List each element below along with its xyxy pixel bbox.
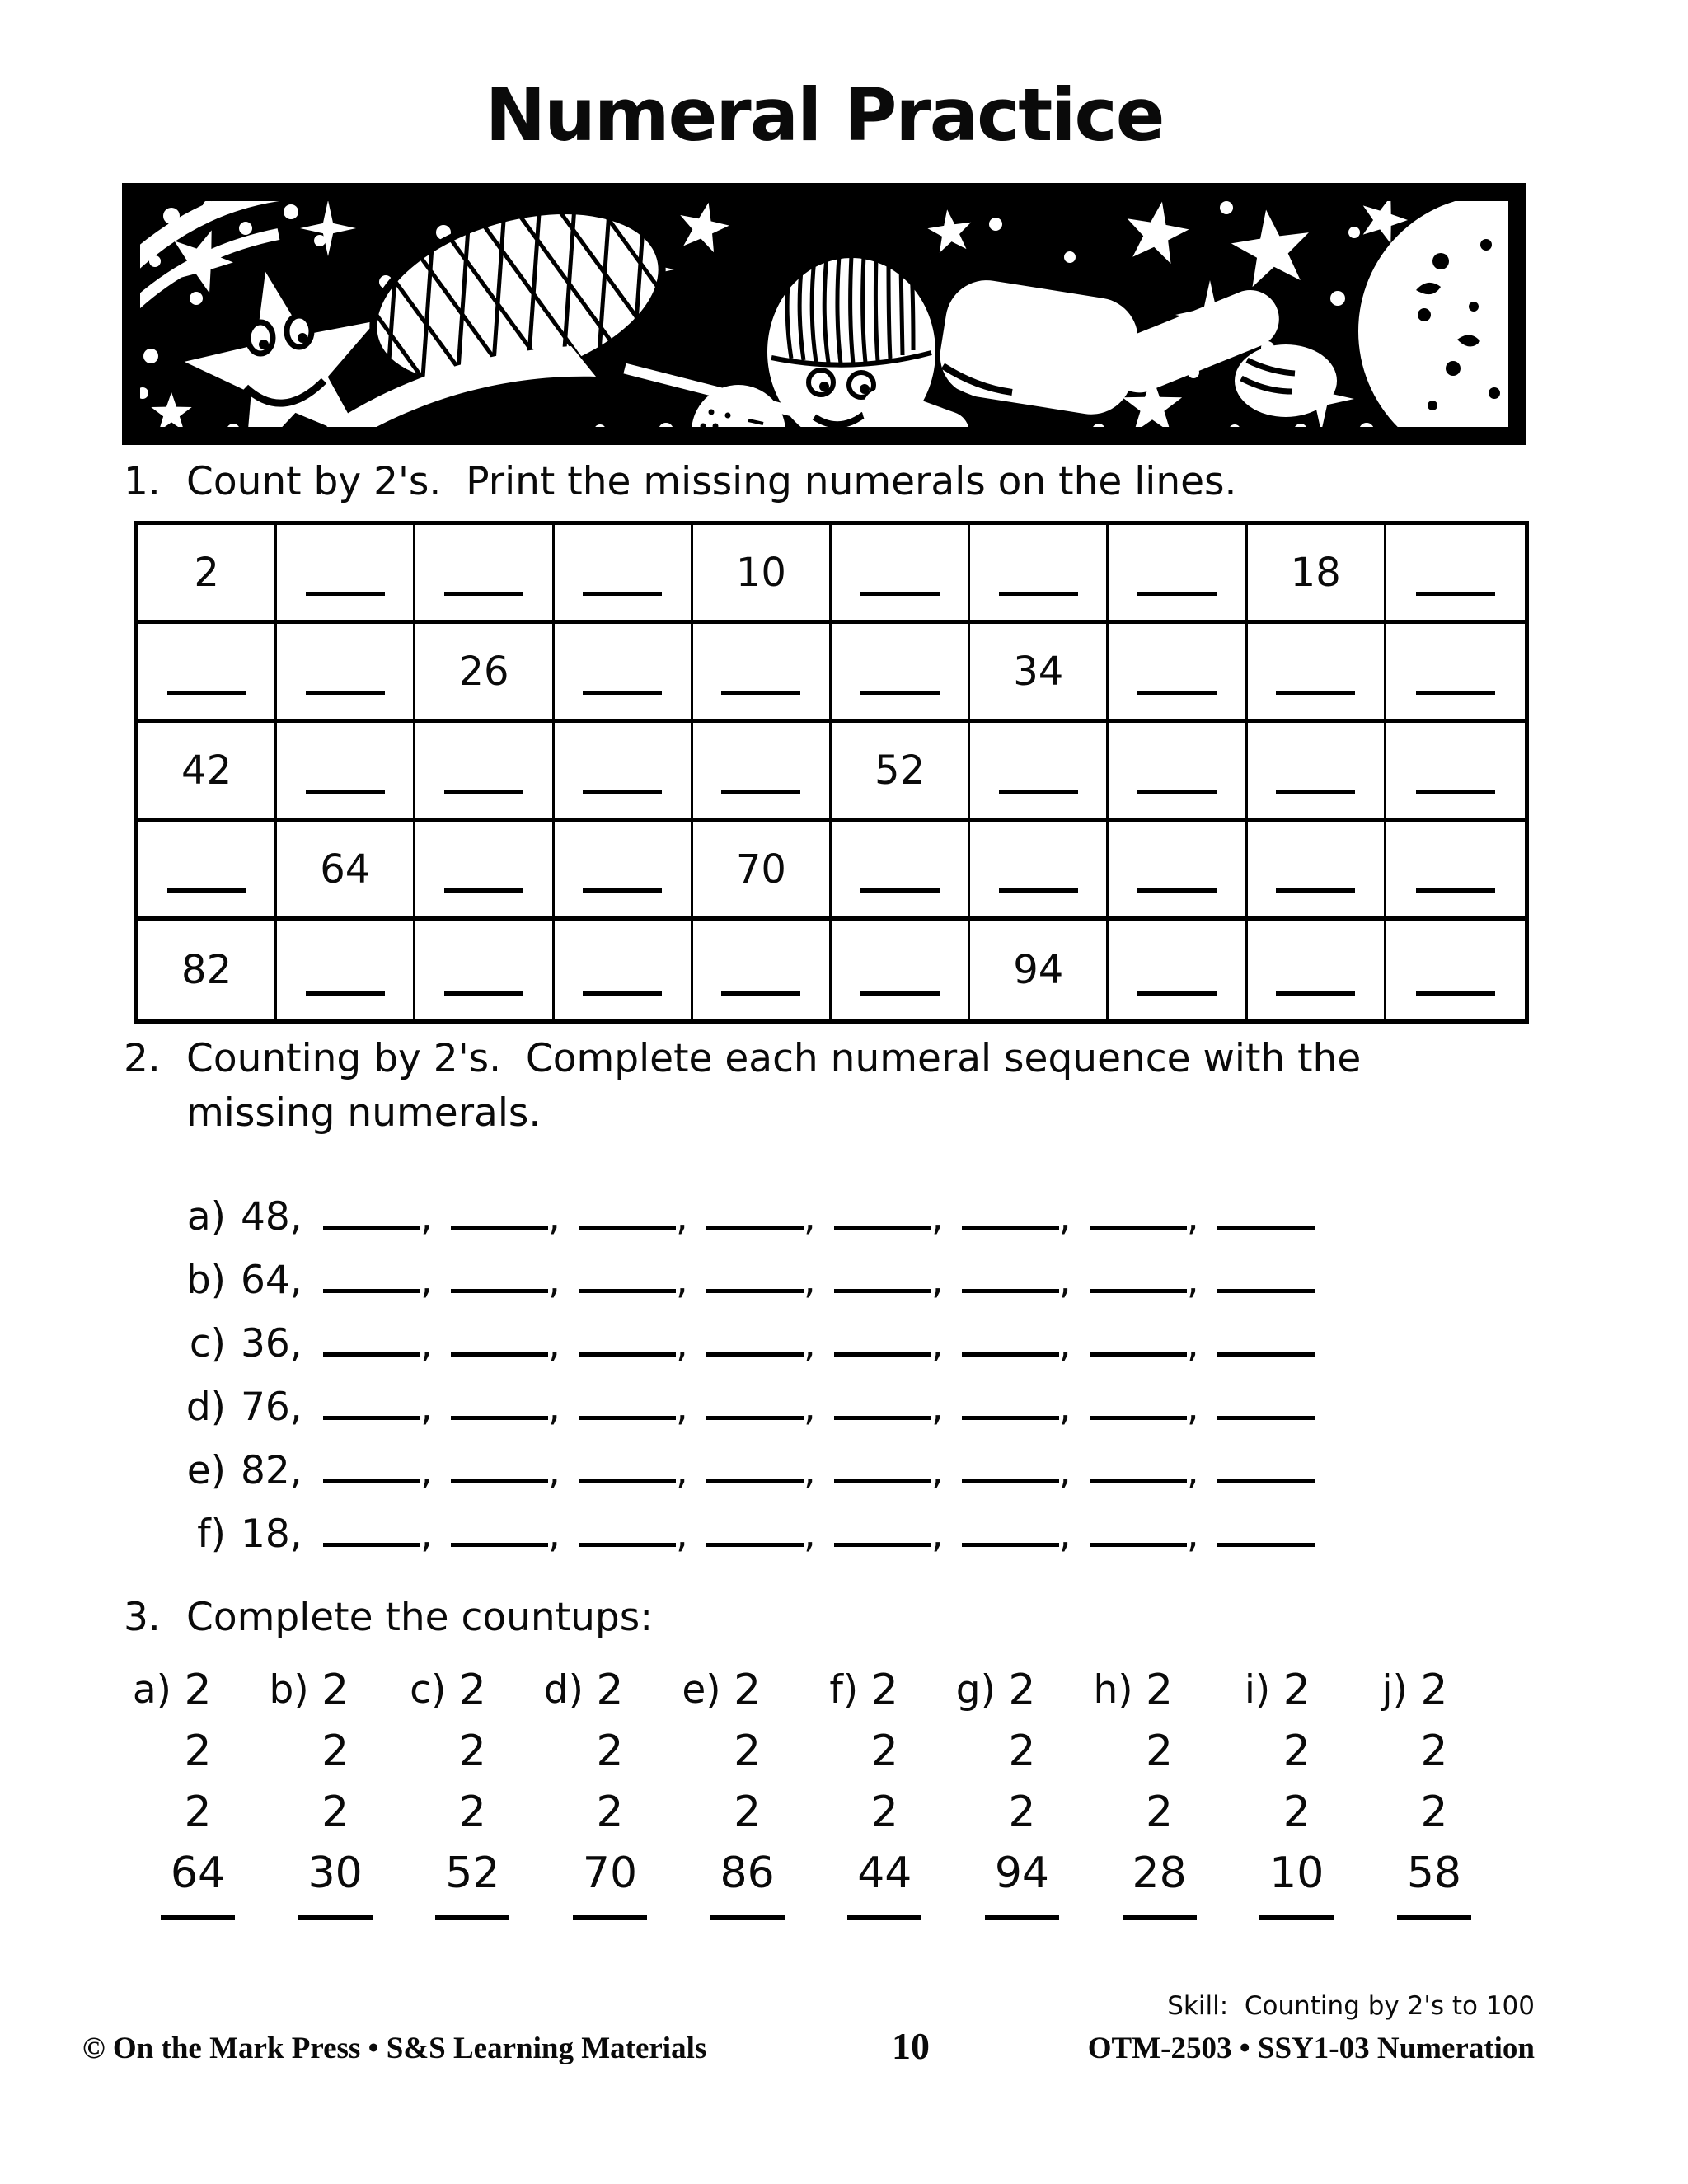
- table-cell: [693, 624, 832, 723]
- section3-heading: [124, 1591, 1195, 1645]
- sequence-list: [175, 1185, 1315, 1566]
- answer-line: [1137, 991, 1217, 996]
- countup-column: [410, 1660, 522, 1920]
- cell-number: 70: [735, 846, 786, 893]
- section2-instructions: [186, 1032, 1409, 1141]
- answer-line: [306, 991, 385, 996]
- answer-line: [999, 790, 1078, 794]
- separator: ,: [803, 1194, 816, 1240]
- cell-number: 10: [735, 549, 786, 596]
- separator: ,: [1186, 1448, 1199, 1493]
- item-start-number: 82,: [241, 1448, 302, 1493]
- addend: 2: [321, 1727, 349, 1776]
- answer-line: [1416, 691, 1495, 695]
- countup-target: 86: [720, 1849, 775, 1898]
- answer-blank: [579, 1323, 676, 1357]
- table-cell: [693, 525, 832, 624]
- item-label: f): [197, 1511, 226, 1557]
- cell-number: 34: [1013, 648, 1064, 695]
- table-cell: [693, 921, 832, 1019]
- addend: 2: [1008, 1666, 1036, 1715]
- separator: ,: [931, 1448, 944, 1493]
- answer-line: [306, 790, 385, 794]
- page-title: Numeral Practice: [485, 73, 1164, 157]
- countup-column: [829, 1660, 934, 1920]
- addend: 2: [596, 1788, 624, 1837]
- addend: 2: [596, 1727, 624, 1776]
- answer-line: [721, 991, 800, 996]
- cell-number: 42: [181, 747, 232, 794]
- answer-blank: [962, 1513, 1059, 1547]
- table-cell: [1386, 624, 1525, 723]
- section1-heading: [124, 455, 1484, 509]
- sequence-item: [175, 1502, 1315, 1566]
- separator: ,: [803, 1258, 816, 1303]
- table-cell: [138, 723, 277, 822]
- answer-blank: [579, 1386, 676, 1420]
- banner-illustration: [122, 183, 1526, 445]
- answer-blank: [323, 1450, 420, 1483]
- countup-column: [543, 1660, 659, 1920]
- table-cell: [970, 921, 1109, 1019]
- countup-target: 94: [994, 1849, 1050, 1898]
- addend: 2: [458, 1666, 486, 1715]
- sequence-item: [175, 1185, 1315, 1249]
- answer-blank: [1090, 1513, 1187, 1547]
- cell-number: 26: [458, 648, 509, 695]
- answer-line: [721, 790, 800, 794]
- answer-blank: [706, 1450, 804, 1483]
- table-cell: [277, 624, 415, 723]
- section1-instructions: Count by 2's. Print the missing numerals on the lines.: [186, 459, 1237, 504]
- sequence-item: [175, 1312, 1315, 1376]
- addend: 2: [1146, 1727, 1174, 1776]
- answer-blank: [1217, 1323, 1315, 1357]
- item-label: d): [185, 1385, 226, 1430]
- separator: ,: [675, 1258, 688, 1303]
- separator: ,: [547, 1511, 560, 1557]
- answer-blank: [579, 1196, 676, 1230]
- table-cell: [832, 624, 970, 723]
- separator: ,: [1186, 1511, 1199, 1557]
- item-label: e): [186, 1448, 226, 1493]
- separator: ,: [1186, 1194, 1199, 1240]
- answer-line: [583, 991, 662, 996]
- answer-blank: [1217, 1513, 1315, 1547]
- table-cell: [1386, 921, 1525, 1019]
- answer-blank: [834, 1259, 931, 1293]
- section2-heading: [124, 1032, 1409, 1141]
- answer-line: [1259, 1915, 1334, 1920]
- addend: 2: [734, 1666, 762, 1715]
- separator: ,: [1186, 1321, 1199, 1366]
- answer-line: [444, 790, 523, 794]
- table-cell: [832, 921, 970, 1019]
- answer-blank: [1090, 1450, 1187, 1483]
- answer-blank: [1090, 1259, 1187, 1293]
- column-label: c): [410, 1667, 447, 1713]
- column-label: f): [829, 1667, 859, 1713]
- addend: 2: [458, 1788, 486, 1837]
- answer-blank: [323, 1196, 420, 1230]
- table-cell: [415, 624, 554, 723]
- addend: 2: [184, 1666, 212, 1715]
- answer-blank: [962, 1196, 1059, 1230]
- separator: ,: [547, 1321, 560, 1366]
- column-label: e): [682, 1667, 721, 1713]
- countup-target: 44: [857, 1849, 912, 1898]
- countup-target: 30: [307, 1849, 363, 1898]
- answer-blank: [323, 1323, 420, 1357]
- sequence-item: [175, 1439, 1315, 1502]
- addend: 2: [1420, 1788, 1448, 1837]
- answer-blank: [706, 1386, 804, 1420]
- table-cell: [1109, 624, 1247, 723]
- table-cell: [555, 525, 693, 624]
- separator: ,: [803, 1448, 816, 1493]
- addend: 2: [184, 1727, 212, 1776]
- addend: 2: [1282, 1666, 1311, 1715]
- answer-line: [999, 888, 1078, 893]
- item-label: a): [186, 1194, 226, 1240]
- answer-line: [1137, 691, 1217, 695]
- separator: ,: [1058, 1448, 1071, 1493]
- answer-line: [847, 1915, 921, 1920]
- table-cell: [415, 921, 554, 1019]
- answer-line: [583, 790, 662, 794]
- countup-column: [682, 1660, 797, 1920]
- table-cell: [138, 822, 277, 921]
- countup-target: 10: [1269, 1849, 1325, 1898]
- table-cell: [555, 624, 693, 723]
- section1-number: 1.: [124, 459, 161, 504]
- table-cell: [1248, 525, 1386, 624]
- answer-line: [306, 691, 385, 695]
- table-cell: [555, 822, 693, 921]
- separator: ,: [931, 1511, 944, 1557]
- separator: ,: [547, 1194, 560, 1240]
- table-cell: [1109, 723, 1247, 822]
- separator: ,: [1186, 1385, 1199, 1430]
- separator: ,: [675, 1448, 688, 1493]
- answer-line: [1416, 991, 1495, 996]
- answer-line: [583, 592, 662, 596]
- answer-blank: [1217, 1259, 1315, 1293]
- countup-target: 70: [582, 1849, 638, 1898]
- answer-line: [1397, 1915, 1471, 1920]
- separator: ,: [1058, 1511, 1071, 1557]
- addend: 2: [870, 1727, 898, 1776]
- answer-blank: [579, 1513, 676, 1547]
- answer-line: [1416, 592, 1495, 596]
- countup-column: [1381, 1660, 1484, 1920]
- separator: ,: [420, 1448, 433, 1493]
- answer-line: [573, 1915, 647, 1920]
- answer-line: [583, 691, 662, 695]
- separator: ,: [931, 1258, 944, 1303]
- separator: ,: [420, 1511, 433, 1557]
- table-cell: [832, 525, 970, 624]
- addend: 2: [1008, 1727, 1036, 1776]
- table-cell: [970, 723, 1109, 822]
- separator: ,: [547, 1258, 560, 1303]
- answer-blank: [579, 1450, 676, 1483]
- table-cell: [693, 822, 832, 921]
- table-cell: [1386, 525, 1525, 624]
- answer-line: [167, 691, 246, 695]
- section3-instructions: Complete the countups:: [186, 1595, 654, 1640]
- answer-line: [1416, 888, 1495, 893]
- table-cell: [415, 723, 554, 822]
- answer-blank: [451, 1196, 548, 1230]
- sequence-item: [175, 1376, 1315, 1439]
- answer-blank: [706, 1196, 804, 1230]
- table-cell: [1109, 525, 1247, 624]
- table-cell: [415, 525, 554, 624]
- addend: 2: [1420, 1727, 1448, 1776]
- table-cell: [1248, 921, 1386, 1019]
- answer-line: [1276, 888, 1355, 893]
- table-cell: [832, 822, 970, 921]
- table-cell: [1248, 624, 1386, 723]
- answer-blank: [962, 1450, 1059, 1483]
- table-cell: [277, 525, 415, 624]
- answer-blank: [579, 1259, 676, 1293]
- answer-line: [860, 888, 940, 893]
- answer-line: [161, 1915, 235, 1920]
- column-label: j): [1381, 1667, 1408, 1713]
- separator: ,: [803, 1321, 816, 1366]
- separator: ,: [1186, 1258, 1199, 1303]
- answer-line: [860, 691, 940, 695]
- table-cell: [970, 525, 1109, 624]
- item-start-number: 76,: [241, 1385, 302, 1430]
- separator: ,: [1058, 1258, 1071, 1303]
- cell-number: 94: [1013, 947, 1064, 993]
- section2-number: 2.: [124, 1036, 161, 1081]
- cell-number: 64: [320, 846, 371, 893]
- separator: ,: [675, 1194, 688, 1240]
- addend: 2: [184, 1788, 212, 1837]
- answer-line: [167, 888, 246, 893]
- answer-line: [1137, 592, 1217, 596]
- addend: 2: [1008, 1788, 1036, 1837]
- publication-code: OTM-2503 • SSY1-03 Numeration: [1087, 2032, 1535, 2065]
- answer-line: [1137, 888, 1217, 893]
- addend: 2: [1282, 1727, 1311, 1776]
- addend: 2: [596, 1666, 624, 1715]
- skill-note: Skill: Counting by 2's to 100: [1167, 1991, 1535, 2021]
- column-label: i): [1244, 1667, 1271, 1713]
- item-label: b): [185, 1258, 226, 1303]
- answer-line: [1276, 790, 1355, 794]
- addend: 2: [321, 1666, 349, 1715]
- addend: 2: [870, 1788, 898, 1837]
- answer-blank: [706, 1259, 804, 1293]
- addend: 2: [734, 1727, 762, 1776]
- addend: 2: [734, 1788, 762, 1837]
- cell-number: 82: [181, 947, 232, 993]
- table-cell: [1248, 723, 1386, 822]
- answer-blank: [834, 1323, 931, 1357]
- answer-line: [298, 1915, 373, 1920]
- addend: 2: [1282, 1788, 1311, 1837]
- countup-target: 58: [1406, 1849, 1461, 1898]
- answer-line: [306, 592, 385, 596]
- countup-column: [955, 1660, 1071, 1920]
- answer-blank: [962, 1386, 1059, 1420]
- table-cell: [693, 723, 832, 822]
- section3-number: 3.: [124, 1595, 161, 1640]
- table-cell: [970, 822, 1109, 921]
- table-cell: [277, 921, 415, 1019]
- separator: ,: [675, 1385, 688, 1430]
- answer-blank: [962, 1323, 1059, 1357]
- answer-line: [444, 991, 523, 996]
- answer-line: [583, 888, 662, 893]
- answer-blank: [706, 1323, 804, 1357]
- countup-target: 52: [445, 1849, 500, 1898]
- answer-line: [860, 592, 940, 596]
- table-cell: [832, 723, 970, 822]
- addend: 2: [321, 1788, 349, 1837]
- addend: 2: [1420, 1666, 1448, 1715]
- separator: ,: [420, 1321, 433, 1366]
- table-cell: [138, 525, 277, 624]
- answer-line: [721, 691, 800, 695]
- answer-blank: [323, 1513, 420, 1547]
- table-cell: [138, 624, 277, 723]
- column-label: h): [1093, 1667, 1133, 1713]
- answer-line: [999, 592, 1078, 596]
- separator: ,: [931, 1385, 944, 1430]
- separator: ,: [420, 1385, 433, 1430]
- table-cell: [970, 624, 1109, 723]
- table-cell: [555, 921, 693, 1019]
- column-label: b): [269, 1667, 309, 1713]
- separator: ,: [420, 1258, 433, 1303]
- answer-line: [444, 888, 523, 893]
- answer-blank: [451, 1513, 548, 1547]
- copyright-text: © On the Mark Press • S&S Learning Materials: [82, 2032, 707, 2065]
- separator: ,: [931, 1194, 944, 1240]
- answer-line: [985, 1915, 1059, 1920]
- answer-line: [710, 1915, 785, 1920]
- answer-line: [1137, 790, 1217, 794]
- answer-blank: [451, 1450, 548, 1483]
- count-by-2s-table: [134, 521, 1529, 1024]
- addend: 2: [458, 1727, 486, 1776]
- answer-line: [1276, 691, 1355, 695]
- item-label: c): [189, 1321, 226, 1366]
- table-cell: [277, 723, 415, 822]
- countup-target: 28: [1132, 1849, 1187, 1898]
- cell-number: 2: [194, 549, 219, 596]
- answer-blank: [1090, 1196, 1187, 1230]
- countup-column: [132, 1660, 247, 1920]
- answer-line: [435, 1915, 509, 1920]
- answer-blank: [834, 1450, 931, 1483]
- sequence-item: [175, 1249, 1315, 1312]
- answer-blank: [451, 1386, 548, 1420]
- column-label: g): [955, 1667, 996, 1713]
- answer-blank: [451, 1259, 548, 1293]
- answer-blank: [451, 1323, 548, 1357]
- answer-line: [1123, 1915, 1197, 1920]
- section2-instructions-line2: missing numerals.: [186, 1090, 542, 1136]
- answer-blank: [1090, 1386, 1187, 1420]
- addend: 2: [870, 1666, 898, 1715]
- separator: ,: [547, 1448, 560, 1493]
- table-cell: [1109, 921, 1247, 1019]
- table-cell: [1386, 723, 1525, 822]
- item-start-number: 64,: [241, 1258, 302, 1303]
- table-cell: [1109, 822, 1247, 921]
- answer-blank: [1217, 1386, 1315, 1420]
- table-cell: [1248, 822, 1386, 921]
- separator: ,: [1058, 1321, 1071, 1366]
- answer-blank: [834, 1513, 931, 1547]
- separator: ,: [803, 1511, 816, 1557]
- answer-line: [860, 991, 940, 996]
- answer-blank: [1090, 1323, 1187, 1357]
- page-number: 10: [892, 2025, 930, 2067]
- answer-blank: [834, 1196, 931, 1230]
- answer-blank: [323, 1259, 420, 1293]
- separator: ,: [547, 1385, 560, 1430]
- answer-blank: [323, 1386, 420, 1420]
- column-label: d): [543, 1667, 584, 1713]
- item-start-number: 48,: [241, 1194, 302, 1240]
- separator: ,: [931, 1321, 944, 1366]
- answer-blank: [834, 1386, 931, 1420]
- table-cell: [555, 723, 693, 822]
- separator: ,: [420, 1194, 433, 1240]
- addend: 2: [1146, 1666, 1174, 1715]
- answer-line: [1416, 790, 1495, 794]
- separator: ,: [675, 1511, 688, 1557]
- space-scene-svg: [122, 183, 1526, 445]
- separator: ,: [675, 1321, 688, 1366]
- separator: ,: [1058, 1194, 1071, 1240]
- answer-line: [1276, 991, 1355, 996]
- answer-blank: [962, 1259, 1059, 1293]
- item-start-number: 18,: [241, 1511, 302, 1557]
- answer-blank: [1217, 1196, 1315, 1230]
- countups-grid: [132, 1660, 1484, 1920]
- section2-instructions-line1: Counting by 2's. Complete each numeral sequence with the: [186, 1036, 1362, 1081]
- addend: 2: [1146, 1788, 1174, 1837]
- table-cell: [277, 822, 415, 921]
- cell-number: 18: [1290, 549, 1341, 596]
- table-cell: [138, 921, 277, 1019]
- countup-column: [1244, 1660, 1346, 1920]
- countup-target: 64: [170, 1849, 226, 1898]
- item-start-number: 36,: [241, 1321, 302, 1366]
- countup-column: [1093, 1660, 1209, 1920]
- cell-number: 52: [874, 747, 926, 794]
- column-label: a): [132, 1667, 171, 1713]
- answer-line: [444, 592, 523, 596]
- table-cell: [1386, 822, 1525, 921]
- separator: ,: [803, 1385, 816, 1430]
- table-cell: [415, 822, 554, 921]
- answer-blank: [706, 1513, 804, 1547]
- countup-column: [269, 1660, 385, 1920]
- separator: ,: [1058, 1385, 1071, 1430]
- answer-blank: [1217, 1450, 1315, 1483]
